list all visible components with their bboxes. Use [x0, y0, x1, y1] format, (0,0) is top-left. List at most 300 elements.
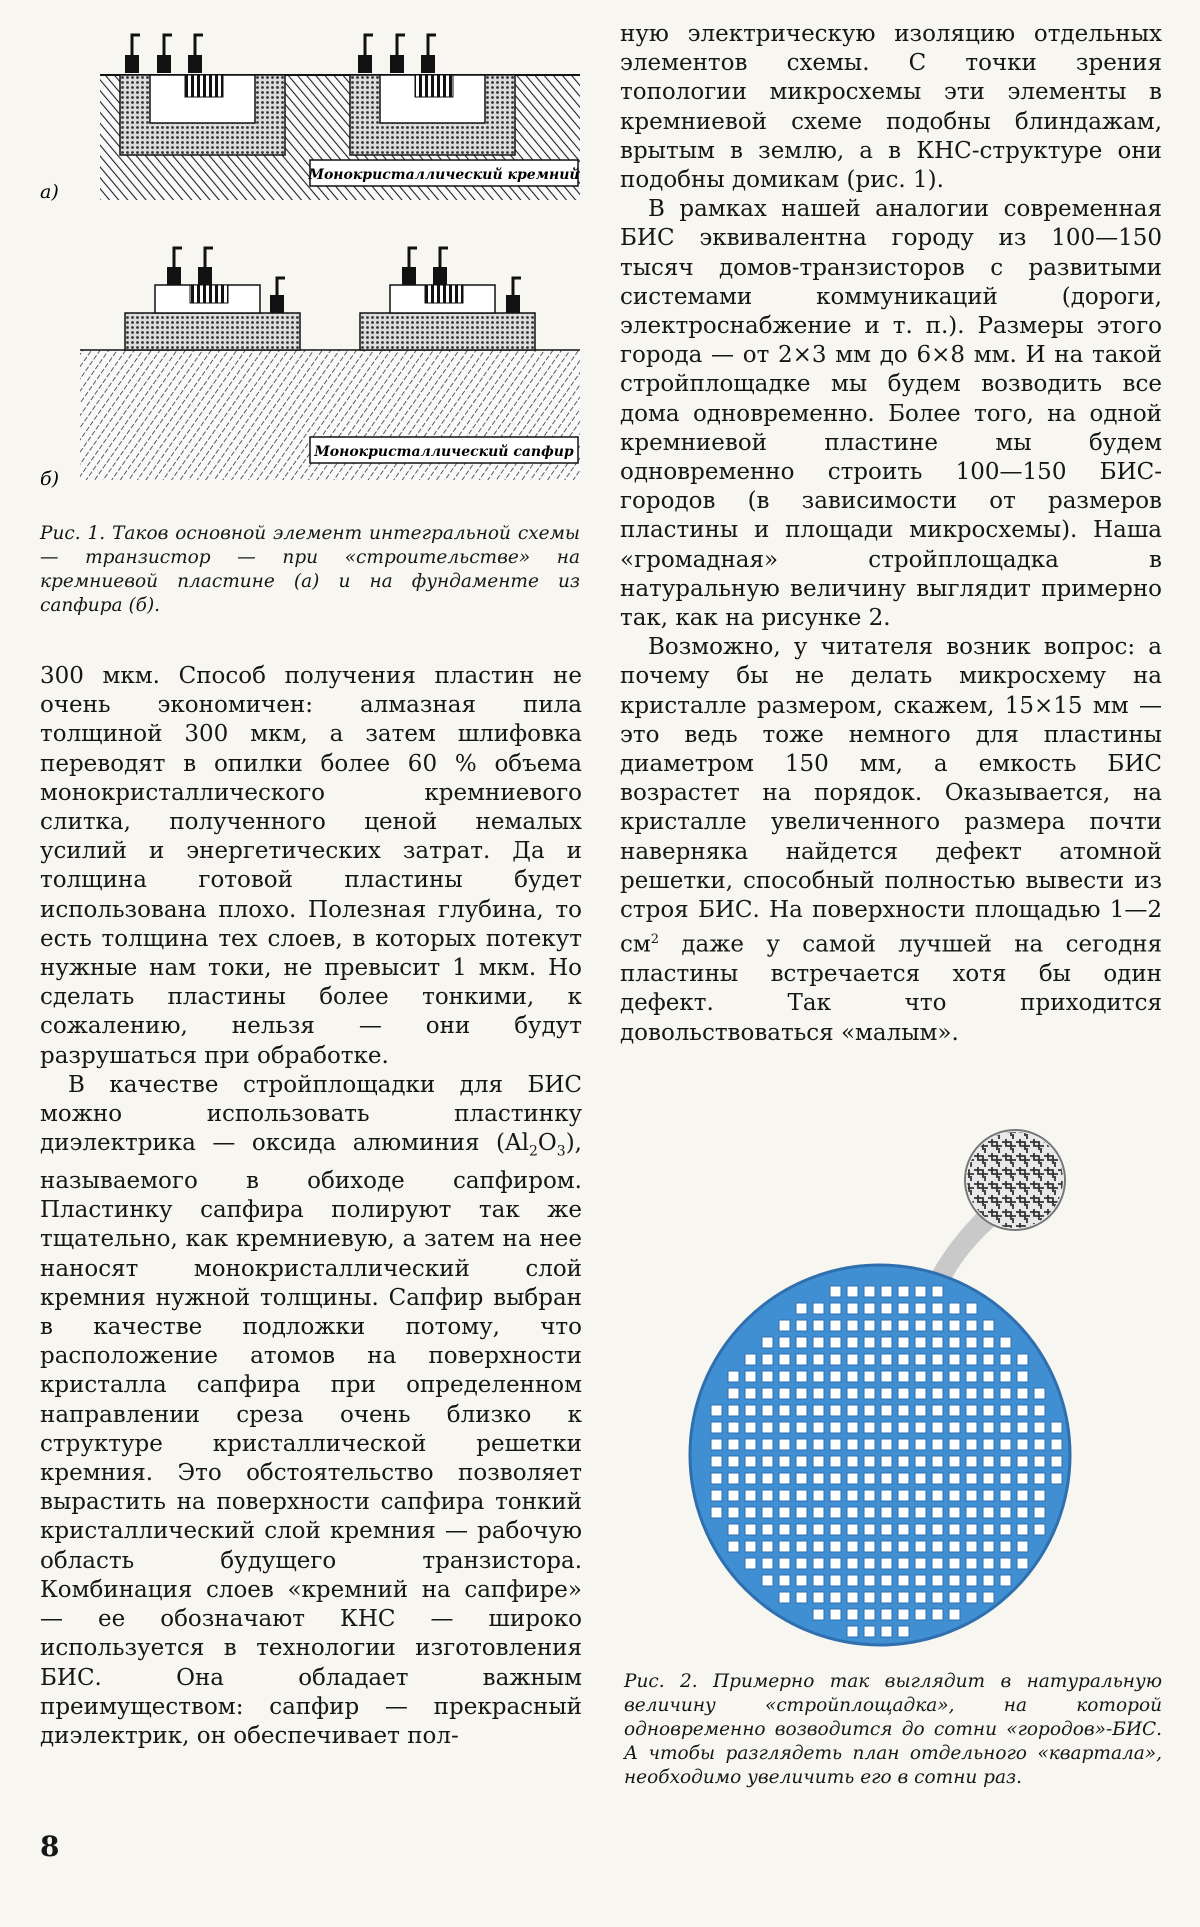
wafer-die	[949, 1558, 960, 1569]
wafer-die	[1017, 1388, 1028, 1399]
wafer-die	[864, 1354, 875, 1365]
wafer-die	[728, 1473, 739, 1484]
paragraph: В рамках нашей аналогии современная БИС эквивалентна городу из 100—150 тысяч домов-транзисторов с развитыми системами коммуникаций (дороги, электроснабжение и т. п.). Размеры этого города — от 2×3 мм до 6×8 мм. И на такой стройплощадке мы будем возводить все дома одновременно. Более того, на одной кремниевой пластине мы будем одновременно строить 100—150 БИС-городов (в зависимости от размеров пластины и площади микросхемы). Наша «громадная» стройплощадка в натуральную величину выглядит примерно так, как на рисунке 2.	[620, 196, 1162, 632]
paragraph: В качестве стройплощадки для БИС можно использовать пластинку диэлектрика — оксида алюминия $(Al_2O_3)$, называемого в обиходе сапфиром. Пластинку сапфира полируют так же тщательно, как кремниевую, а затем на нее наносят монокристаллический слой кремния нужной толщины. Сапфир выбран в качестве подложки потому, что расположение атомов на поверхности кристалла сапфира при определенном направлении среза очень близко к структуре кристаллической решетки кремния. Это обстоятельство позволяет вырастить на поверхности сапфира тонкий кристаллический слой кремния — рабочую область будущего транзистора. Комбинация слоев «кремний на сапфире» — ее обозначают КНС — широко используется в технологии изготовления БИС. Она обладает важным преимуществом: сапфир — прекрасный диэлектрик, он обеспечивает пол-	[40, 1071, 582, 1749]
wafer-die	[898, 1507, 909, 1518]
wafer-die	[762, 1337, 773, 1348]
wafer-die	[864, 1626, 875, 1637]
wafer-die	[932, 1337, 943, 1348]
wafer-die	[864, 1473, 875, 1484]
wafer-die	[881, 1524, 892, 1535]
wafer-die	[898, 1490, 909, 1501]
wafer-die	[983, 1422, 994, 1433]
wafer-die	[830, 1439, 841, 1450]
wafer-die	[847, 1490, 858, 1501]
wafer-die	[949, 1456, 960, 1467]
wafer-die	[796, 1320, 807, 1331]
wafer-die	[915, 1388, 926, 1399]
wafer-die	[847, 1303, 858, 1314]
wafer-die	[1034, 1422, 1045, 1433]
wafer-die	[796, 1422, 807, 1433]
wafer-die	[915, 1507, 926, 1518]
wafer-die	[1000, 1388, 1011, 1399]
wafer-die	[830, 1320, 841, 1331]
wafer-die	[881, 1473, 892, 1484]
wafer-die	[745, 1490, 756, 1501]
wafer-die	[779, 1337, 790, 1348]
wafer-die	[1017, 1456, 1028, 1467]
wafer-die	[762, 1524, 773, 1535]
wafer-die	[830, 1592, 841, 1603]
wafer-die	[983, 1337, 994, 1348]
wafer-die	[983, 1456, 994, 1467]
wafer-die	[847, 1609, 858, 1620]
wafer-die	[813, 1354, 824, 1365]
wafer-die	[949, 1422, 960, 1433]
wafer-die	[796, 1354, 807, 1365]
wafer-die	[745, 1354, 756, 1365]
wafer-die	[1051, 1473, 1062, 1484]
wafer-die	[949, 1388, 960, 1399]
wafer-die	[796, 1371, 807, 1382]
wafer-die	[915, 1558, 926, 1569]
wafer-die	[864, 1507, 875, 1518]
wafer-die	[1051, 1422, 1062, 1433]
wafer-die	[932, 1405, 943, 1416]
wafer-die	[796, 1303, 807, 1314]
figure-2-wafer	[680, 1125, 1080, 1650]
wafer-die	[898, 1422, 909, 1433]
wafer-die	[847, 1507, 858, 1518]
wafer-die	[847, 1286, 858, 1297]
wafer-die	[881, 1456, 892, 1467]
wafer-die	[881, 1422, 892, 1433]
wafer-die	[932, 1490, 943, 1501]
wafer-die	[813, 1558, 824, 1569]
wafer-die	[711, 1405, 722, 1416]
wafer-die	[966, 1337, 977, 1348]
wafer-die	[813, 1490, 824, 1501]
wafer-die	[864, 1439, 875, 1450]
wafer-die	[1000, 1507, 1011, 1518]
wafer-die	[915, 1592, 926, 1603]
wafer-die	[1034, 1490, 1045, 1501]
wafer-die	[762, 1371, 773, 1382]
circuit-pattern	[967, 1132, 1063, 1228]
wafer-die	[1017, 1354, 1028, 1365]
wafer-die	[1000, 1337, 1011, 1348]
wafer-die	[915, 1575, 926, 1586]
wafer-die	[864, 1490, 875, 1501]
wafer-die	[830, 1405, 841, 1416]
wafer-die	[932, 1354, 943, 1365]
wafer-die	[745, 1439, 756, 1450]
wafer-die	[847, 1456, 858, 1467]
wafer-die	[983, 1592, 994, 1603]
wafer-die	[813, 1337, 824, 1348]
wafer-die	[898, 1626, 909, 1637]
wafer-die	[864, 1558, 875, 1569]
wafer-die	[779, 1354, 790, 1365]
wafer-die	[1000, 1558, 1011, 1569]
wafer-die	[864, 1371, 875, 1382]
wafer-die	[830, 1286, 841, 1297]
wafer-die	[949, 1541, 960, 1552]
wafer-die	[898, 1575, 909, 1586]
wafer-die	[915, 1354, 926, 1365]
wafer-die	[881, 1405, 892, 1416]
wafer-die	[779, 1507, 790, 1518]
wafer-die	[1017, 1371, 1028, 1382]
wafer-die	[949, 1337, 960, 1348]
wafer-die	[779, 1575, 790, 1586]
wafer-die	[881, 1575, 892, 1586]
wafer-die	[898, 1456, 909, 1467]
wafer-die	[847, 1541, 858, 1552]
wafer-die	[915, 1609, 926, 1620]
wafer-die	[983, 1558, 994, 1569]
wafer-die	[830, 1575, 841, 1586]
wafer-die	[898, 1609, 909, 1620]
wafer-die	[1000, 1354, 1011, 1365]
wafer-die	[932, 1473, 943, 1484]
wafer-die	[881, 1354, 892, 1365]
wafer-die	[762, 1354, 773, 1365]
wafer-die	[881, 1507, 892, 1518]
wafer-die	[813, 1456, 824, 1467]
wafer-die	[915, 1337, 926, 1348]
wafer-die	[949, 1473, 960, 1484]
wafer-die	[983, 1388, 994, 1399]
wafer-die	[728, 1456, 739, 1467]
wafer-die	[813, 1507, 824, 1518]
wafer-die	[881, 1490, 892, 1501]
wafer-die	[1000, 1473, 1011, 1484]
wafer-die	[830, 1337, 841, 1348]
wafer-die	[864, 1286, 875, 1297]
wafer-die	[898, 1405, 909, 1416]
wafer-die	[932, 1286, 943, 1297]
wafer-die	[830, 1490, 841, 1501]
wafer-die	[881, 1439, 892, 1450]
wafer-die	[813, 1303, 824, 1314]
wafer-die	[966, 1320, 977, 1331]
wafer-die	[881, 1541, 892, 1552]
wafer-die	[830, 1371, 841, 1382]
wafer-die	[1017, 1524, 1028, 1535]
wafer-die	[898, 1524, 909, 1535]
wafer-die	[745, 1558, 756, 1569]
wafer-die	[898, 1286, 909, 1297]
wafer-die	[711, 1456, 722, 1467]
wafer-die	[932, 1422, 943, 1433]
wafer-die	[881, 1286, 892, 1297]
panel-b-label: б)	[40, 468, 60, 490]
wafer-die	[881, 1626, 892, 1637]
wafer-die	[1017, 1490, 1028, 1501]
page-number: 8	[40, 1830, 60, 1863]
wafer-die	[881, 1388, 892, 1399]
wafer-die	[796, 1439, 807, 1450]
wafer-die	[949, 1320, 960, 1331]
wafer-die	[830, 1303, 841, 1314]
wafer-die	[813, 1439, 824, 1450]
figure-1-caption: Рис. 1. Таков основной элемент интегральной схемы — транзистор — при «строительстве» на кремниевой пластине (а) и на фундаменте из сапфира (б).	[40, 523, 580, 616]
wafer-die	[966, 1558, 977, 1569]
wafer-die	[779, 1473, 790, 1484]
wafer-die	[949, 1575, 960, 1586]
wafer-die	[932, 1609, 943, 1620]
wafer-die	[745, 1541, 756, 1552]
wafer-die	[932, 1592, 943, 1603]
wafer-die	[796, 1490, 807, 1501]
wafer-die	[1034, 1524, 1045, 1535]
wafer-die	[779, 1524, 790, 1535]
wafer-die	[1051, 1456, 1062, 1467]
wafer-die	[762, 1558, 773, 1569]
wafer-die	[847, 1354, 858, 1365]
wafer-die	[779, 1388, 790, 1399]
wafer-die	[864, 1541, 875, 1552]
wafer-die	[1000, 1422, 1011, 1433]
wafer-die	[796, 1473, 807, 1484]
wafer-die	[728, 1439, 739, 1450]
wafer-die	[762, 1575, 773, 1586]
wafer-die	[949, 1405, 960, 1416]
wafer-die	[796, 1456, 807, 1467]
wafer-die	[864, 1524, 875, 1535]
wafer-die	[949, 1609, 960, 1620]
wafer-die	[1017, 1507, 1028, 1518]
wafer-die	[1017, 1422, 1028, 1433]
wafer-die	[830, 1388, 841, 1399]
wafer-die	[830, 1524, 841, 1535]
wafer-die	[847, 1388, 858, 1399]
wafer-die	[728, 1371, 739, 1382]
wafer-die	[847, 1439, 858, 1450]
paragraph: Возможно, у читателя возник вопрос: а почему бы не делать микросхему на кристалле размером, скажем, 15×15 мм — это ведь тоже немного для пластины диаметром 150 мм, а емкость БИС возрастет на порядок. Оказывается, на кристалле увеличенного размера почти наверняка найдется дефект атомной решетки, способный полностью вывести из строя БИС. На поверхности площадью 1—2 $см^2$ даже у самой лучшей на сегодня пластины встречается хотя бы один дефект. Так что приходится довольствоваться «малым».	[620, 634, 1162, 1046]
wafer-die	[898, 1320, 909, 1331]
wafer-die	[881, 1337, 892, 1348]
wafer-die	[762, 1507, 773, 1518]
wafer-die	[915, 1320, 926, 1331]
wafer-die	[813, 1388, 824, 1399]
wafer-die	[898, 1354, 909, 1365]
wafer-die	[762, 1473, 773, 1484]
wafer-die	[830, 1422, 841, 1433]
wafer-die	[830, 1507, 841, 1518]
wafer-die	[813, 1609, 824, 1620]
wafer-die	[881, 1558, 892, 1569]
wafer-die	[745, 1388, 756, 1399]
wafer-die	[813, 1541, 824, 1552]
wafer-die	[847, 1405, 858, 1416]
wafer-die	[830, 1456, 841, 1467]
wafer-die	[728, 1541, 739, 1552]
wafer-die	[932, 1388, 943, 1399]
wafer-die	[915, 1371, 926, 1382]
wafer-die	[813, 1575, 824, 1586]
wafer-die	[830, 1609, 841, 1620]
wafer-die	[915, 1490, 926, 1501]
wafer-die	[915, 1541, 926, 1552]
wafer-die	[1000, 1456, 1011, 1467]
wafer-die	[983, 1354, 994, 1365]
wafer-die	[898, 1592, 909, 1603]
wafer-die	[881, 1371, 892, 1382]
wafer-die	[813, 1371, 824, 1382]
wafer-die	[745, 1405, 756, 1416]
paragraph: ную электрическую изоляцию отдельных элементов схемы. С точки зрения топологии микросхемы эти элементы в кремниевой схеме подобны блиндажам, врытым в землю, а в КНС-структуре они подобны домикам (рис. 1).	[620, 21, 1162, 194]
wafer-die	[728, 1490, 739, 1501]
wafer-die	[847, 1473, 858, 1484]
wafer-die	[779, 1456, 790, 1467]
wafer-die	[915, 1405, 926, 1416]
wafer-die	[966, 1303, 977, 1314]
wafer-die	[949, 1371, 960, 1382]
wafer-die	[932, 1303, 943, 1314]
wafer-die	[881, 1320, 892, 1331]
wafer-die	[830, 1558, 841, 1569]
wafer-die	[915, 1286, 926, 1297]
wafer-die	[932, 1320, 943, 1331]
wafer-die	[898, 1371, 909, 1382]
wafer-die	[949, 1303, 960, 1314]
wafer-die	[779, 1320, 790, 1331]
wafer-die	[983, 1524, 994, 1535]
wafer-die	[711, 1422, 722, 1433]
wafer-die	[847, 1524, 858, 1535]
wafer-die	[983, 1575, 994, 1586]
wafer-die	[898, 1558, 909, 1569]
wafer-die	[949, 1524, 960, 1535]
wafer-die	[728, 1507, 739, 1518]
wafer-die	[796, 1524, 807, 1535]
wafer-die	[779, 1371, 790, 1382]
wafer-die	[881, 1592, 892, 1603]
wafer-die	[966, 1405, 977, 1416]
wafer-die	[915, 1456, 926, 1467]
wafer-die	[728, 1388, 739, 1399]
wafer-die	[983, 1507, 994, 1518]
wafer-die	[966, 1354, 977, 1365]
wafer-die	[762, 1456, 773, 1467]
wafer-die	[966, 1490, 977, 1501]
wafer-die	[983, 1405, 994, 1416]
wafer-die	[949, 1592, 960, 1603]
wafer-die	[932, 1439, 943, 1450]
wafer-die	[915, 1524, 926, 1535]
wafer-die	[915, 1473, 926, 1484]
wafer-die	[898, 1303, 909, 1314]
wafer-die	[762, 1422, 773, 1433]
wafer-die	[728, 1422, 739, 1433]
wafer-die	[1034, 1473, 1045, 1484]
wafer-die	[966, 1456, 977, 1467]
wafer-die	[779, 1490, 790, 1501]
wafer-die	[881, 1609, 892, 1620]
paragraph: 300 мкм. Способ получения пластин не очень экономичен: алмазная пила толщиной 300 мкм, а затем шлифовка переводят в опилки более 60 % объема монокристаллического кремниевого слитка, полученного ценой немалых усилий и энергетических затрат. Да и толщина готовой пластины будет использована плохо. Полезная глубина, то есть толщина тех слоев, в которых потекут нужные нам токи, не превысит 1 мкм. Но сделать пластины более тонкими, к сожалению, нельзя — они будут разрушаться при обработке.	[40, 663, 582, 1069]
wafer-die	[796, 1592, 807, 1603]
wafer-die	[1000, 1405, 1011, 1416]
wafer-die	[847, 1575, 858, 1586]
wafer-die	[830, 1473, 841, 1484]
wafer-die	[932, 1507, 943, 1518]
wafer-die	[847, 1371, 858, 1382]
wafer-die	[949, 1439, 960, 1450]
wafer-die	[796, 1575, 807, 1586]
wafer-die	[847, 1558, 858, 1569]
wafer-die	[813, 1422, 824, 1433]
wafer-die	[932, 1456, 943, 1467]
wafer-die	[1017, 1541, 1028, 1552]
wafer-die-grid	[711, 1286, 1062, 1637]
wafer-die	[864, 1422, 875, 1433]
wafer-die	[932, 1541, 943, 1552]
wafer-die	[779, 1558, 790, 1569]
figure-1b-sapphire-diagram	[40, 240, 585, 490]
figure-1a-silicon-diagram	[40, 20, 585, 210]
wafer-die	[983, 1371, 994, 1382]
wafer-die	[779, 1592, 790, 1603]
wafer-die	[1017, 1473, 1028, 1484]
wafer-die	[830, 1541, 841, 1552]
left-column-text	[40, 662, 582, 1751]
wafer-die	[966, 1422, 977, 1433]
wafer-die	[983, 1320, 994, 1331]
wafer-die	[762, 1439, 773, 1450]
wafer-die	[1017, 1439, 1028, 1450]
wafer-die	[711, 1490, 722, 1501]
wafer-die	[983, 1473, 994, 1484]
wafer-die	[745, 1473, 756, 1484]
wafer-die	[898, 1439, 909, 1450]
wafer-die	[966, 1439, 977, 1450]
wafer-die	[949, 1507, 960, 1518]
wafer-die	[762, 1541, 773, 1552]
wafer-die	[983, 1490, 994, 1501]
panel-a-label: а)	[40, 181, 59, 203]
wafer-die	[1017, 1405, 1028, 1416]
wafer-die	[779, 1405, 790, 1416]
wafer-die	[711, 1507, 722, 1518]
wafer-die	[864, 1609, 875, 1620]
wafer-die	[779, 1439, 790, 1450]
wafer-die	[1000, 1439, 1011, 1450]
wafer-die	[847, 1422, 858, 1433]
wafer-die	[1034, 1456, 1045, 1467]
wafer-die	[898, 1388, 909, 1399]
wafer-die	[796, 1507, 807, 1518]
wafer-die	[762, 1388, 773, 1399]
wafer-die	[1000, 1524, 1011, 1535]
wafer-die	[915, 1422, 926, 1433]
wafer-die	[983, 1541, 994, 1552]
wafer-die	[779, 1422, 790, 1433]
wafer-die	[949, 1490, 960, 1501]
wafer-die	[728, 1405, 739, 1416]
wafer-die	[1034, 1388, 1045, 1399]
wafer-die	[745, 1524, 756, 1535]
wafer-die	[847, 1592, 858, 1603]
wafer-die	[915, 1303, 926, 1314]
wafer-die	[813, 1473, 824, 1484]
wafer-die	[711, 1439, 722, 1450]
wafer-die	[1034, 1507, 1045, 1518]
wafer-die	[796, 1388, 807, 1399]
wafer-die	[796, 1541, 807, 1552]
wafer-die	[762, 1490, 773, 1501]
